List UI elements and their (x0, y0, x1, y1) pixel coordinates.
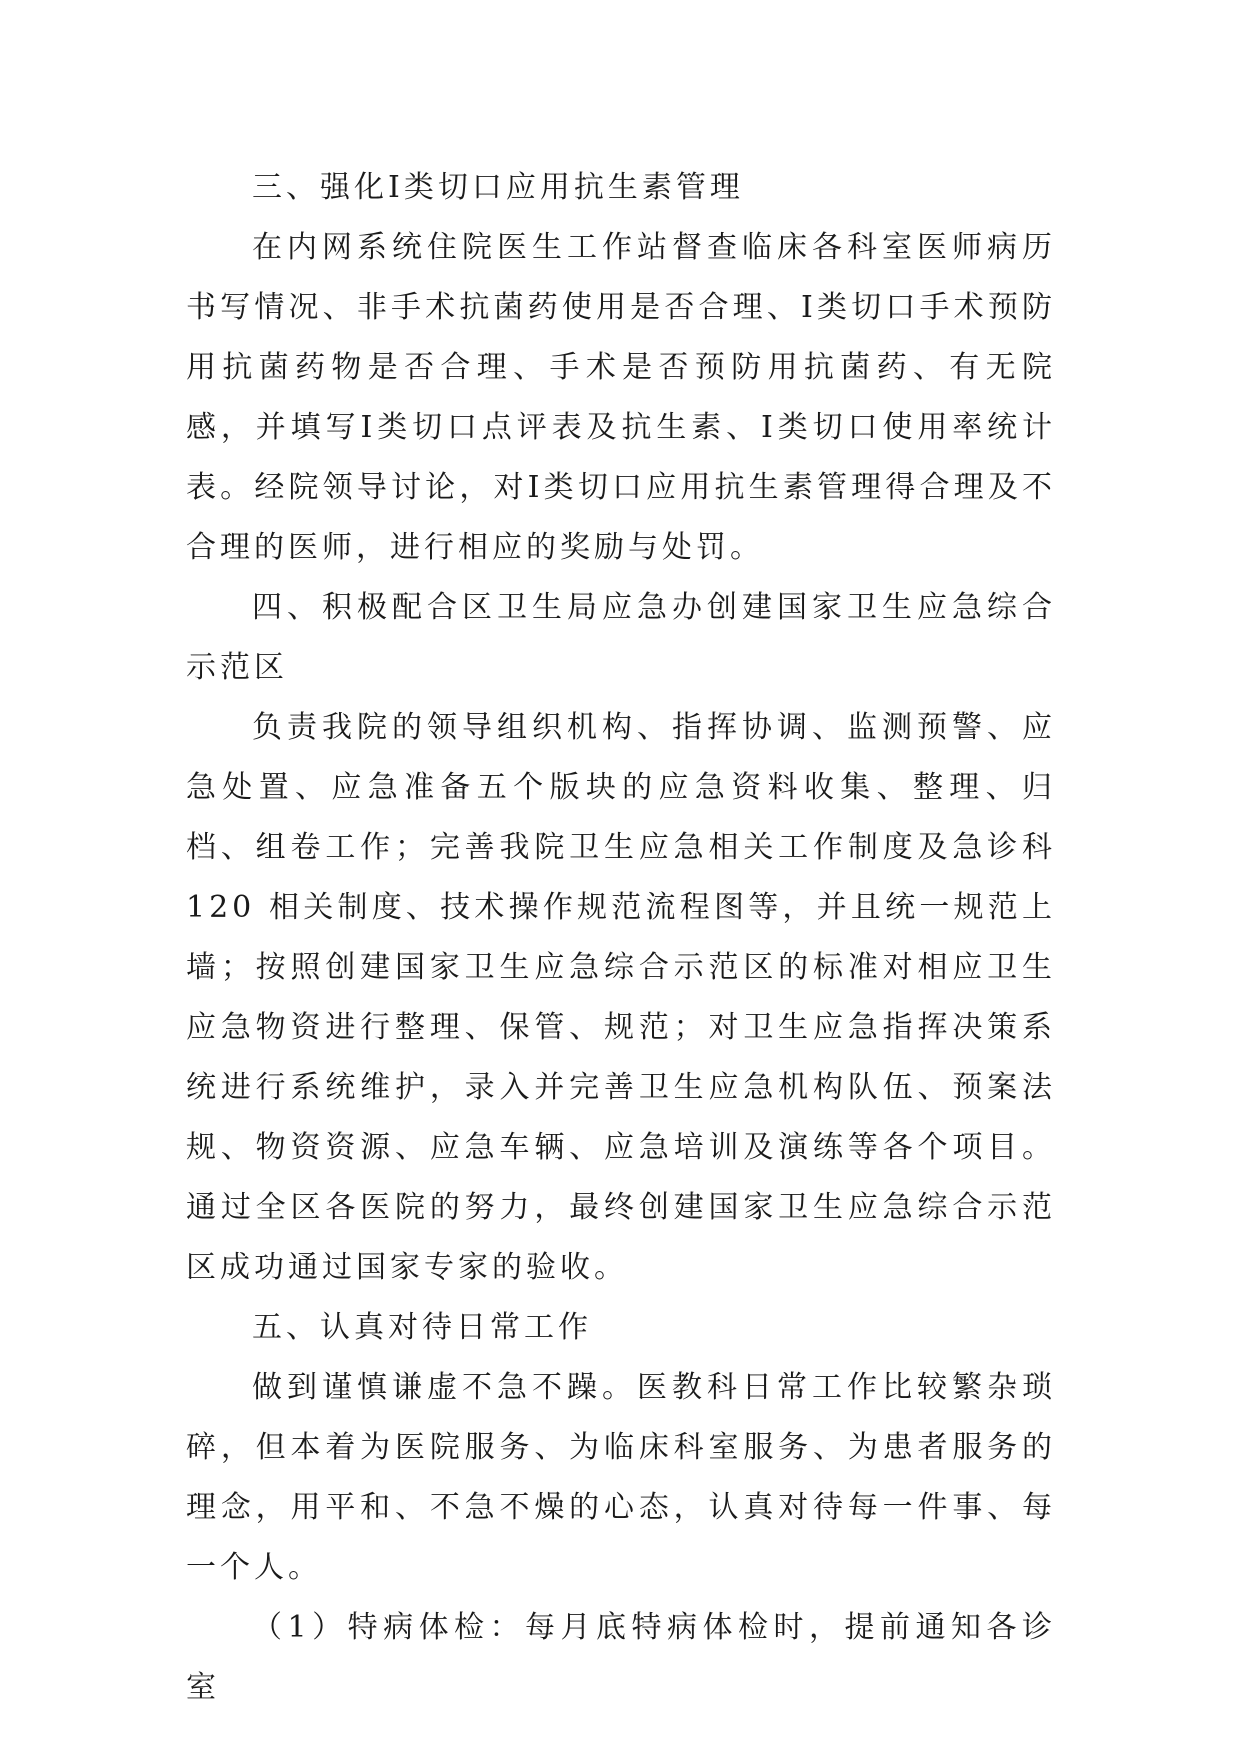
paragraph-daily-work: 做到谨慎谦虚不急不躁。医教科日常工作比较繁杂琐碎，但本着为医院服务、为临床科室服务、为患者服务的理念，用平和、不急不燥的心态，认真对待每一件事、每一个人。 (186, 1370, 1056, 1585)
section-heading-3: 三、强化Ⅰ类切口应用抗生素管理 (252, 170, 744, 205)
document-body (186, 158, 1056, 1718)
paragraph-antibiotics: 在内网系统住院医生工作站督查临床各科室医师病历书写情况、非手术抗菌药使用是否合理、Ⅰ类切口手术预防用抗菌药物是否合理、手术是否预防用抗菌药、有无院感，并填写Ⅰ类切口点评表及抗生素、Ⅰ类切口使用率统计表。经院领导讨论，对Ⅰ类切口应用抗生素管理得合理及不合理的医师，进行相应的奖励与处罚。 (186, 230, 1056, 565)
paragraph-emergency: 负责我院的领导组织机构、指挥协调、监测预警、应急处置、应急准备五个版块的应急资料收集、整理、归档、组卷工作；完善我院卫生应急相关工作制度及急诊科 120 相关制度、技术操作规范流程图等，并且统一规范上墙；按照创建国家卫生应急综合示范区的标准对相应卫生应急物资进行整理、保管、规范；对卫生应急指挥决策系统进行系统维护，录入并完善卫生应急机构队伍、预案法规、物资资源、应急车辆、应急培训及演练等各个项目。通过全区各医院的努力，最终创建国家卫生应急综合示范区成功通过国家专家的验收。 (186, 710, 1056, 1285)
paragraph-special-exam: （1）特病体检：每月底特病体检时，提前通知各诊室 (186, 1610, 1056, 1705)
section-heading-4: 四、积极配合区卫生局应急办创建国家卫生应急综合示范区 (186, 590, 1056, 685)
section-heading-5: 五、认真对待日常工作 (252, 1310, 592, 1345)
